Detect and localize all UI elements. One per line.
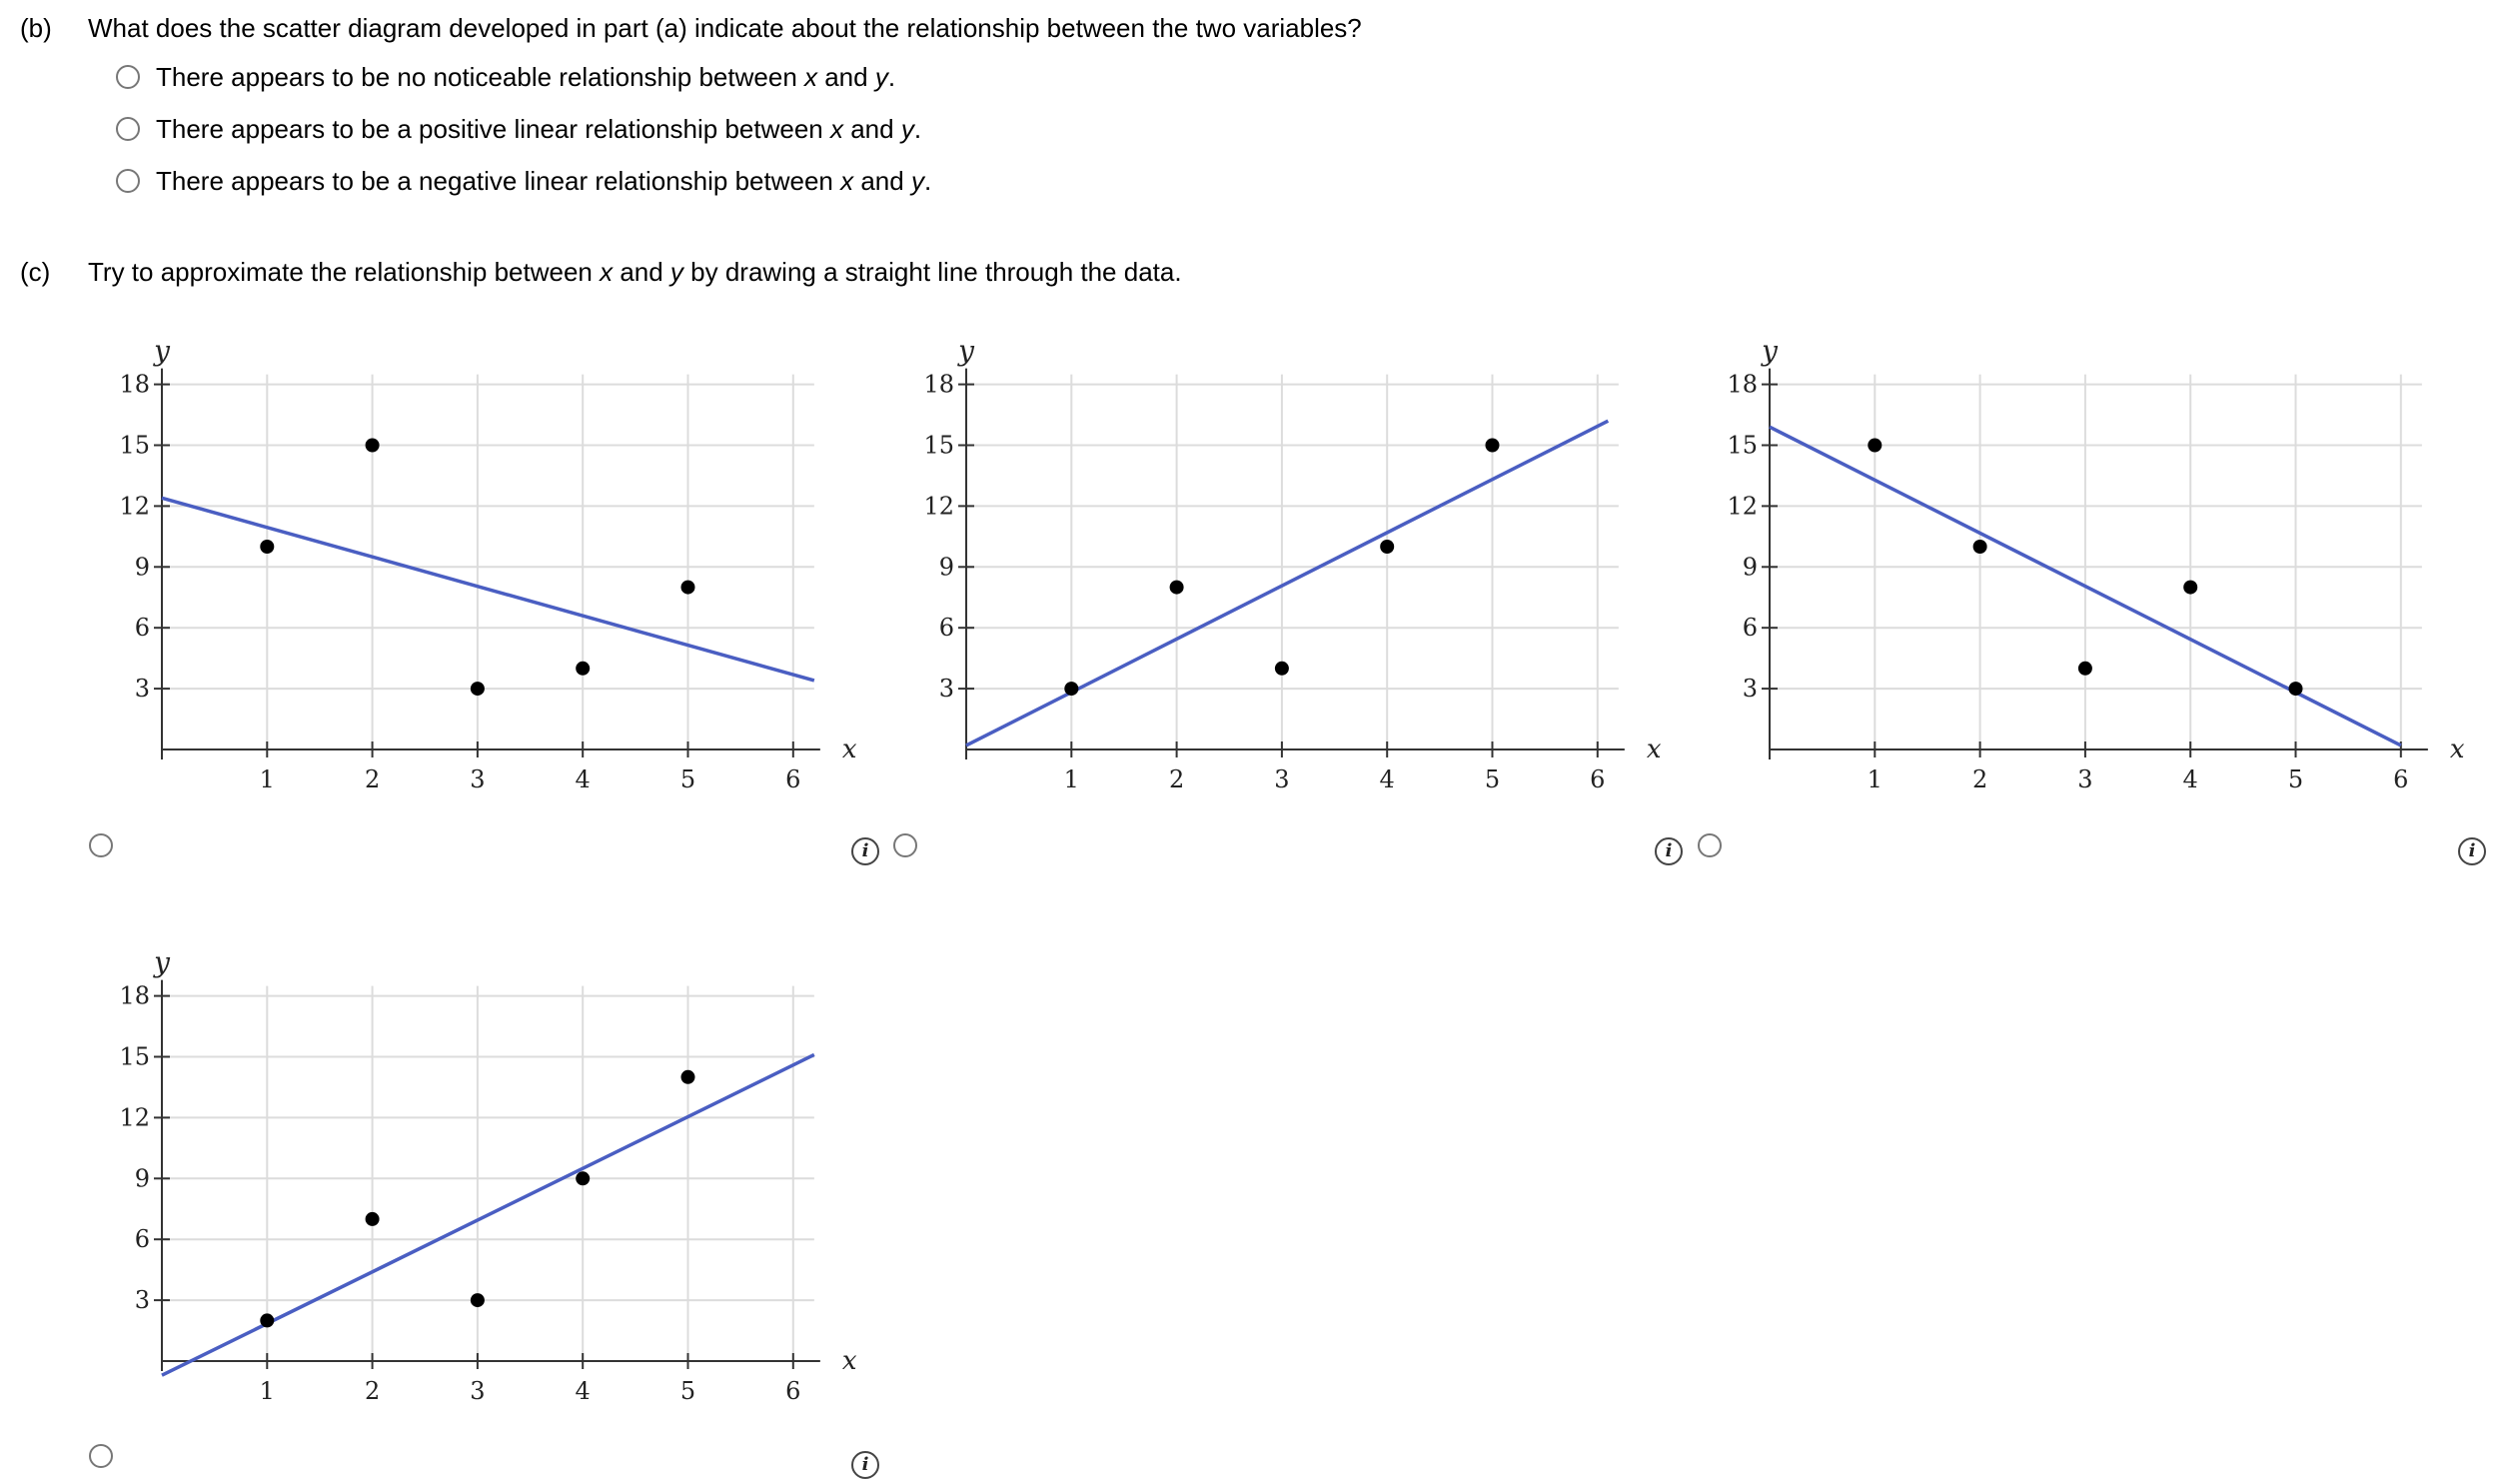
info-icon[interactable]: i xyxy=(851,1451,879,1479)
x-axis-label: x xyxy=(2449,735,2465,764)
data-point xyxy=(576,662,590,676)
data-point xyxy=(681,1070,695,1084)
x-tick-label: 4 xyxy=(575,1377,591,1405)
x-axis-label: x xyxy=(1646,735,1662,764)
option-label: There appears to be a negative linear relationship between x and y. xyxy=(156,166,932,196)
regression-line xyxy=(966,421,1608,745)
scatter-graph-1 xyxy=(72,310,871,799)
option-label: There appears to be a positive linear relationship between x and y. xyxy=(156,114,922,144)
part-b-question xyxy=(20,12,1362,44)
data-point xyxy=(1064,682,1078,696)
data-point xyxy=(1380,540,1394,554)
y-tick-label: 12 xyxy=(923,492,954,521)
data-point xyxy=(681,581,695,595)
y-tick-label: 6 xyxy=(1742,614,1758,643)
y-tick-label: 9 xyxy=(1742,553,1758,582)
graph-option-2-radio[interactable] xyxy=(893,833,917,857)
info-icon[interactable]: i xyxy=(2458,837,2486,865)
option-positive-linear-radio[interactable] xyxy=(116,117,140,141)
x-tick-label: 6 xyxy=(785,765,801,793)
y-tick-label: 18 xyxy=(119,370,150,399)
x-tick-label: 3 xyxy=(470,765,486,793)
data-point xyxy=(1868,439,1882,453)
part-b-question-text: What does the scatter diagram developed in part (a) indicate about the relationship between the two variables? xyxy=(88,13,1362,43)
x-tick-label: 5 xyxy=(679,1377,696,1405)
x-tick-label: 3 xyxy=(1274,765,1290,793)
x-tick-label: 4 xyxy=(2182,765,2198,793)
x-tick-label: 1 xyxy=(1867,765,1883,793)
x-tick-label: 6 xyxy=(1590,765,1606,793)
y-tick-label: 6 xyxy=(134,614,150,643)
y-tick-label: 18 xyxy=(119,981,150,1010)
option-negative-linear-radio[interactable] xyxy=(116,169,140,193)
y-tick-label: 3 xyxy=(938,675,954,704)
y-axis-label: y xyxy=(1762,334,1778,368)
x-tick-label: 5 xyxy=(679,765,696,793)
regression-line xyxy=(162,498,814,681)
x-tick-label: 3 xyxy=(470,1377,486,1405)
x-tick-label: 5 xyxy=(1484,765,1501,793)
data-point xyxy=(2078,662,2092,676)
info-icon[interactable]: i xyxy=(851,837,879,865)
graph-option-4-radio[interactable] xyxy=(89,1444,113,1468)
y-tick-label: 3 xyxy=(134,1286,150,1315)
x-tick-label: 1 xyxy=(259,765,275,793)
part-c-question: (c) Try to approximate the relationship between x and y by drawing a straight line through the data. xyxy=(20,257,1182,287)
y-tick-label: 12 xyxy=(119,1103,150,1132)
part-c-label: (c) xyxy=(20,257,51,287)
x-tick-label: 3 xyxy=(2077,765,2093,793)
y-tick-label: 15 xyxy=(923,431,954,460)
y-tick-label: 3 xyxy=(134,675,150,704)
x-tick-label: 2 xyxy=(1168,765,1185,793)
y-tick-label: 12 xyxy=(1727,492,1758,521)
regression-line xyxy=(162,1054,814,1375)
y-tick-label: 15 xyxy=(119,1042,150,1071)
data-point xyxy=(471,682,485,696)
scatter-graph-2 xyxy=(876,310,1676,799)
data-point xyxy=(2289,682,2303,696)
data-point xyxy=(471,1293,485,1307)
option-no-relationship-radio[interactable] xyxy=(116,65,140,89)
y-axis-label: y xyxy=(154,334,170,368)
x-tick-label: 2 xyxy=(364,765,381,793)
y-tick-label: 3 xyxy=(1742,675,1758,704)
y-tick-label: 6 xyxy=(134,1225,150,1254)
x-axis-label: x xyxy=(841,1346,857,1376)
scatter-graph-4 xyxy=(72,921,871,1411)
y-tick-label: 9 xyxy=(134,1164,150,1193)
x-axis-label: x xyxy=(841,735,857,764)
scatter-graph-3 xyxy=(1680,310,2479,799)
x-tick-label: 6 xyxy=(2393,765,2409,793)
x-tick-label: 4 xyxy=(575,765,591,793)
x-tick-label: 2 xyxy=(364,1377,381,1405)
x-tick-label: 1 xyxy=(259,1377,275,1405)
data-point xyxy=(260,1313,274,1327)
y-tick-label: 6 xyxy=(938,614,954,643)
option-no-relationship[interactable] xyxy=(116,61,895,93)
option-label: There appears to be no noticeable relationship between x and y. xyxy=(156,62,896,92)
y-tick-label: 15 xyxy=(119,431,150,460)
y-tick-label: 9 xyxy=(938,553,954,582)
data-point xyxy=(1275,662,1289,676)
x-tick-label: 2 xyxy=(1971,765,1988,793)
data-point xyxy=(1973,540,1987,554)
y-tick-label: 15 xyxy=(1727,431,1758,460)
y-tick-label: 18 xyxy=(1727,370,1758,399)
part-b-label: (b) xyxy=(20,13,52,43)
data-point xyxy=(2183,581,2197,595)
x-tick-label: 5 xyxy=(2287,765,2304,793)
y-axis-label: y xyxy=(154,945,170,979)
y-tick-label: 18 xyxy=(923,370,954,399)
data-point xyxy=(1486,439,1500,453)
data-point xyxy=(260,540,274,554)
option-negative-linear[interactable] xyxy=(116,165,931,197)
y-tick-label: 9 xyxy=(134,553,150,582)
data-point xyxy=(1170,581,1184,595)
option-positive-linear[interactable] xyxy=(116,113,921,145)
graph-option-1-radio[interactable] xyxy=(89,833,113,857)
y-tick-label: 12 xyxy=(119,492,150,521)
data-point xyxy=(366,439,380,453)
x-tick-label: 4 xyxy=(1379,765,1395,793)
x-tick-label: 1 xyxy=(1063,765,1079,793)
info-icon[interactable]: i xyxy=(1655,837,1683,865)
data-point xyxy=(366,1212,380,1226)
data-point xyxy=(576,1171,590,1185)
x-tick-label: 6 xyxy=(785,1377,801,1405)
graph-option-3-radio[interactable] xyxy=(1698,833,1722,857)
y-axis-label: y xyxy=(958,334,974,368)
